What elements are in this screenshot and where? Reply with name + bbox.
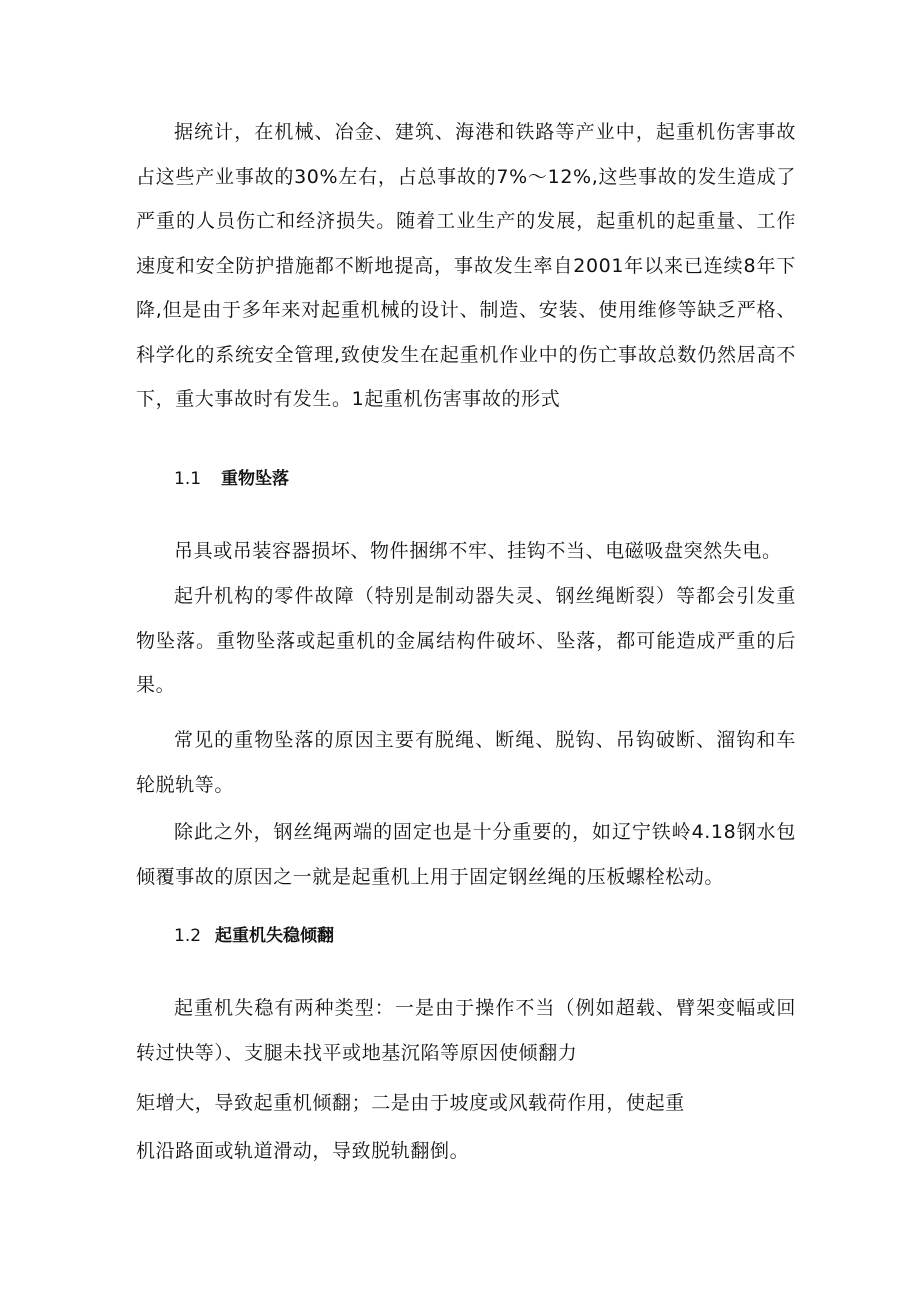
section-1-2-line-3: 机沿路面或轨道滑动，导致脱轨翻倒。: [136, 1140, 470, 1162]
section-1-1-number: 1.1: [174, 469, 202, 489]
section-1-1-heading: [174, 467, 289, 491]
section-1-2-line-2: 矩增大，导致起重机倾翻；二是由于坡度或风载荷作用，使起重: [136, 1092, 685, 1114]
section-1-1-paragraph-3: 常见的重物坠落的原因主要有脱绳、断绳、脱钩、吊钩破断、溜钩和车轮脱轨等。: [136, 729, 796, 796]
section-1-1-title: 重物坠落: [221, 469, 290, 489]
section-1-1-paragraph-2: 起升机构的零件故障（特别是制动器失灵、钢丝绳断裂）等都会引发重物坠落。重物坠落或起重机的金属结构件破坏、坠落，都可能造成严重的后果。: [136, 585, 796, 696]
section-1-1-paragraph-1: 吊具或吊装容器损坏、物件捆绑不牢、挂钩不当、电磁吸盘突然失电。: [174, 540, 782, 562]
section-1-2-title: 起重机失稳倾翻: [215, 926, 335, 946]
section-1-2-number: 1.2: [174, 926, 202, 946]
intro-paragraph: 据统计，在机械、冶金、建筑、海港和铁路等产业中，起重机伤害事故占这些产业事故的30%左右，占总事故的7%～12%,这些事故的发生造成了严重的人员伤亡和经济损失。随着工业生产的发展，起重机的起重量、工作速度和安全防护措施都不断地提高，事故发生率自2001年以来已连续8年下降,但是由于多年来对起重机械的设计、制造、安装、使用维修等缺乏严格、科学化的系统安全管理,致使发生在起重机作业中的伤亡事故总数仍然居高不下，重大事故时有发生。1起重机伤害事故的形式: [136, 121, 796, 410]
section-1-2-paragraph-1: 起重机失稳有两种类型：一是由于操作不当（例如超载、臂架变幅或回转过快等）、支腿未找平或地基沉陷等原因使倾翻力: [136, 997, 796, 1064]
section-1-2-heading: [174, 924, 334, 948]
section-1-1-paragraph-4: 除此之外，钢丝绳两端的固定也是十分重要的，如辽宁铁岭4.18钢水包倾覆事故的原因之一就是起重机上用于固定钢丝绳的压板螺栓松动。: [136, 821, 796, 888]
